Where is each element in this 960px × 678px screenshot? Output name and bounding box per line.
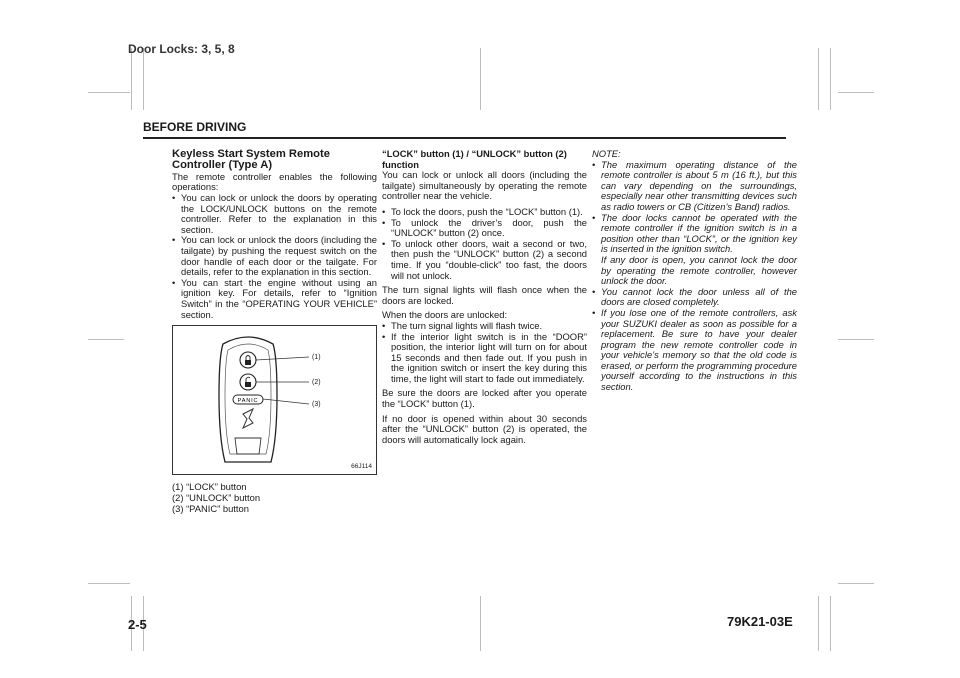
- crop-mark: [830, 596, 831, 651]
- key-slot: [235, 438, 261, 454]
- paragraph: When the doors are unlocked:: [382, 309, 508, 321]
- crop-mark: [88, 339, 124, 340]
- list-item: • You can lock or unlock the doors by operating the LOCK/UNLOCK buttons on the remote controller. Refer to the explanation in this section.: [172, 193, 377, 235]
- list-item: • You can start the engine without using an ignition key. For details, refer to “Ignition Switch” in the “OPERATING YOUR VEHICLE” section.: [172, 278, 377, 320]
- note-list: [592, 160, 797, 393]
- paragraph: Be sure the doors are locked after you operate the “LOCK” button (1).: [382, 387, 587, 410]
- unlock-effects-list: [382, 321, 587, 385]
- paragraph: The turn signal lights will flash once when the doors are locked.: [382, 284, 587, 306]
- remote-controller-illustration: [173, 326, 376, 474]
- list-item: • To lock the doors, push the “LOCK” button (1).: [382, 207, 587, 218]
- callout-1: (1): [312, 354, 321, 362]
- panic-button-label: PANIC: [237, 398, 259, 405]
- list-item: [592, 213, 797, 287]
- crop-mark: [818, 48, 819, 110]
- list-item: • You can lock or unlock the doors (including the tailgate) by pushing the request switch on the door handle of each door or the tailgate. For details, refer to the explanation in this section.: [172, 235, 377, 277]
- column-3-note: [592, 149, 797, 397]
- note-label: NOTE:: [592, 148, 621, 159]
- crop-mark: [838, 339, 874, 340]
- list-item: • The turn signal lights will flash twice.: [382, 321, 587, 332]
- intro-paragraph: The remote controller enables the following operations:: [172, 170, 377, 193]
- callout-3: (3): [312, 401, 321, 409]
- paragraph: If no door is opened within about 30 seconds after the “UNLOCK” button (2) is operated, the doors will automatically lock again.: [382, 412, 587, 445]
- crop-mark: [838, 583, 874, 584]
- list-item: • The maximum operating distance of the remote controller is about 5 m (16 ft.), but this can vary depending on the surroundings, especially near other transmitting devices such as radio towers or CB (Citizen’s Band) radios.: [592, 160, 797, 213]
- suzuki-logo-icon: [243, 409, 253, 428]
- intro-paragraph: You can lock or unlock all doors (including the tailgate) simultaneously by operating the remote controller near the vehicle.: [382, 169, 587, 202]
- lock-steps-list: [382, 207, 587, 281]
- callout-2: (2): [312, 379, 321, 387]
- list-item: • To unlock the driver’s door, push the “UNLOCK” button (2) once.: [382, 218, 587, 239]
- list-item: • To unlock other doors, wait a second or two, then push the “UNLOCK” button (2) a second time. If you “double-click” too fast, the doors will not unlock.: [382, 239, 587, 281]
- crop-mark: [131, 48, 132, 110]
- crop-mark: [480, 48, 481, 110]
- document-code: 79K21-03E: [727, 614, 793, 629]
- caption-panic: (3) “PANIC” button: [172, 503, 249, 515]
- crop-mark: [818, 596, 819, 651]
- crop-mark: [143, 48, 144, 110]
- figure-code: 66J114: [351, 462, 372, 470]
- crop-mark: [838, 92, 874, 93]
- subsection-heading: “LOCK” button (1) / “UNLOCK” button (2) function: [382, 148, 567, 170]
- crop-mark: [830, 48, 831, 110]
- list-item: • You cannot lock the door unless all of the doors are closed completely.: [592, 287, 797, 308]
- leader-line: [256, 357, 309, 360]
- crop-mark: [480, 596, 481, 651]
- note-text: The door locks cannot be operated with the remote controller if the ignition switch is in a position other than “LOCK”, or the ignition key is inserted in the ignition switch.: [601, 211, 797, 255]
- header-rule: [143, 137, 786, 139]
- caption-unlock: (2) “UNLOCK” button: [172, 492, 261, 504]
- list-item: • If the interior light switch is in the “DOOR” position, the interior light will turn on for about 15 seconds and then fade out. If you push in the ignition switch or insert the key during this time, the light will start to fade out immediately.: [382, 332, 587, 385]
- note-text: If any door is open, you cannot lock the door by operating the remote controller, however unlock the door.: [601, 253, 797, 287]
- column-2: [382, 149, 587, 449]
- column-1: [172, 149, 377, 514]
- section-heading: Keyless Start System Remote Controller (Type A): [172, 148, 330, 172]
- section-title: BEFORE DRIVING: [143, 120, 247, 134]
- list-item: • If you lose one of the remote controllers, ask your SUZUKI dealer as soon as possible for a replacement. Be sure to have your dealer program the new remote controller code in your vehicle’s memory so that the old code is erased, or perform the programming procedure yourself according to the instructions in this section.: [592, 308, 797, 393]
- crop-mark: [88, 583, 130, 584]
- figure-captions: [172, 481, 377, 514]
- caption-lock: (1) “LOCK” button: [172, 481, 247, 493]
- running-header: Door Locks: 3, 5, 8: [128, 42, 235, 56]
- page-number: 2-5: [128, 617, 147, 632]
- crop-mark: [88, 92, 130, 93]
- feature-list: [172, 193, 377, 320]
- leader-line: [263, 399, 309, 404]
- remote-controller-figure: [172, 325, 377, 475]
